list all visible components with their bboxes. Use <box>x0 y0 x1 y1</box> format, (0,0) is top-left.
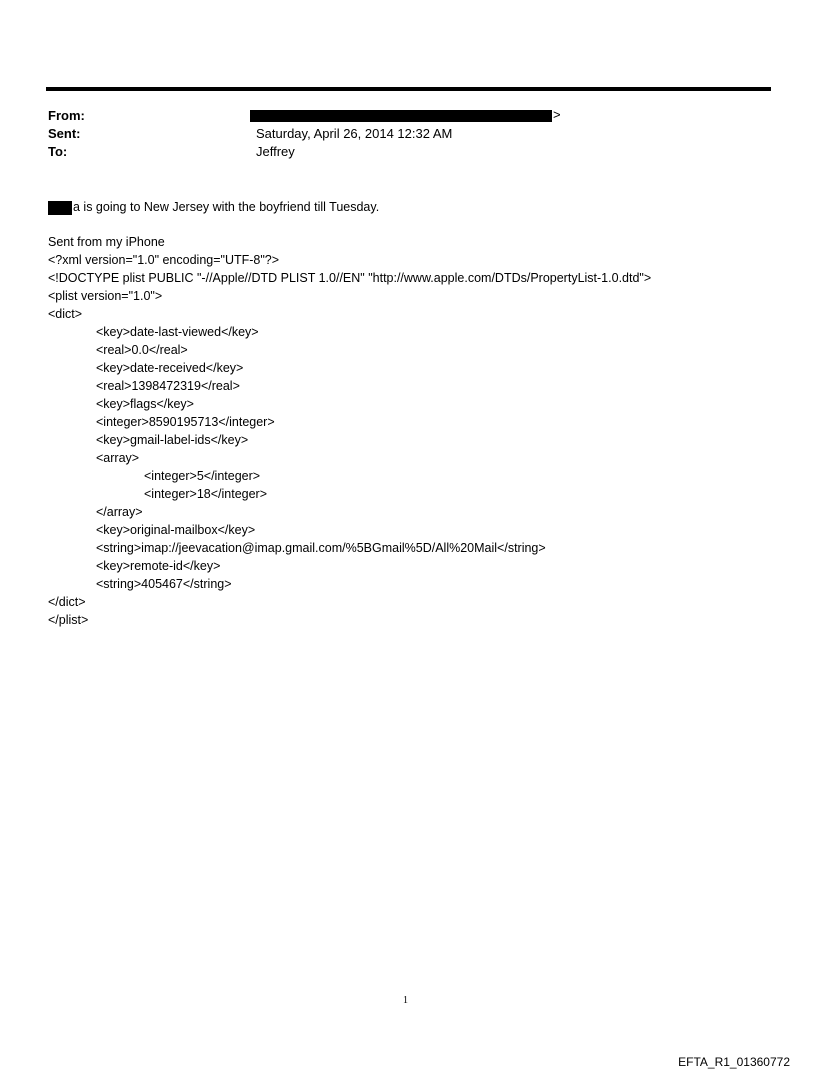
sent-label: Sent: <box>48 126 81 141</box>
xml-line: <key>original-mailbox</key> <box>96 523 256 537</box>
doctype-line: <!DOCTYPE plist PUBLIC "-//Apple//DTD PLIST 1.0//EN" "http://www.apple.com/DTDs/PropertyList-1.0.dtd"> <box>48 271 652 285</box>
to-label: To: <box>48 144 68 159</box>
xml-line: <key>remote-id</key> <box>96 559 221 573</box>
dict-open: <dict> <box>48 307 83 321</box>
signature: Sent from my iPhone <box>48 235 165 249</box>
xml-line: <key>date-last-viewed</key> <box>96 325 259 339</box>
xml-line: <array> <box>96 451 140 465</box>
xml-line: <real>1398472319</real> <box>96 379 240 393</box>
page-number: 1 <box>403 995 408 1006</box>
xml-line: <key>gmail-label-ids</key> <box>96 433 249 447</box>
xml-line: <key>date-received</key> <box>96 361 244 375</box>
xml-line: <string>405467</string> <box>96 577 232 591</box>
xml-line: <real>0.0</real> <box>96 343 188 357</box>
from-label: From: <box>48 108 85 123</box>
xml-line: <string>imap://jeevacation@imap.gmail.com/%5BGmail%5D/All%20Mail</string> <box>96 541 546 555</box>
xml-line: <key>flags</key> <box>96 397 194 411</box>
plist-open: <plist version="1.0"> <box>48 289 163 303</box>
xml-line: <integer>18</integer> <box>144 487 268 501</box>
redaction-from <box>250 110 552 122</box>
message-text: a is going to New Jersey with the boyfriend till Tuesday. <box>73 200 380 214</box>
xml-declaration: <?xml version="1.0" encoding="UTF-8"?> <box>48 253 280 267</box>
dict-close: </dict> <box>48 595 86 609</box>
to-value: Jeffrey <box>256 144 295 159</box>
plist-close: </plist> <box>48 613 89 627</box>
header-rule <box>46 87 771 91</box>
xml-line: </array> <box>96 505 143 519</box>
bates-number: EFTA_R1_01360772 <box>678 1055 790 1069</box>
redaction-name <box>48 201 72 215</box>
xml-line: <integer>5</integer> <box>144 469 261 483</box>
sent-value: Saturday, April 26, 2014 12:32 AM <box>256 126 453 141</box>
xml-line: <integer>8590195713</integer> <box>96 415 275 429</box>
from-value: > <box>553 107 561 122</box>
